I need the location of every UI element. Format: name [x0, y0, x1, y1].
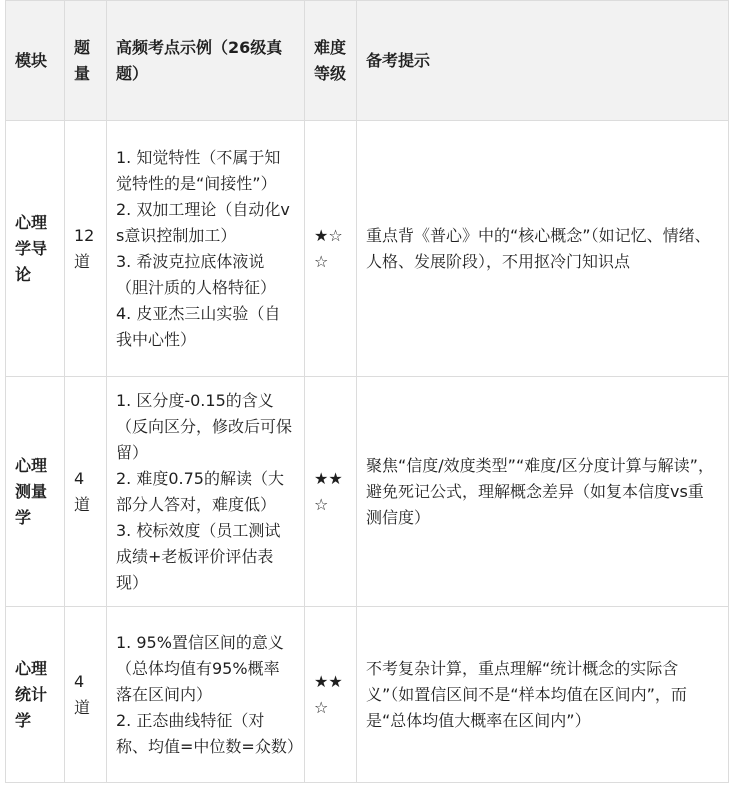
example-item: 2. 难度0.75的解读（大部分人答对，难度低）	[116, 468, 284, 514]
example-item: 1. 区分度-0.15的含义（反向区分，修改后可保留）	[116, 390, 293, 462]
difficulty-stars: ★★☆	[305, 607, 357, 783]
count-cell: 12道	[65, 121, 107, 377]
module-cell: 心理统计学	[6, 607, 65, 783]
module-cell: 心理测量学	[6, 377, 65, 607]
count-cell: 4道	[65, 377, 107, 607]
example-item: 2. 双加工理论（自动化vs意识控制加工）	[116, 199, 290, 245]
examples-cell	[107, 377, 305, 607]
header-count: 题量	[65, 1, 107, 121]
tips-cell: 聚焦“信度/效度类型”“难度/区分度计算与解读”，避免死记公式，理解概念差异（如复本信度vs重测信度）	[357, 377, 729, 607]
tips-cell: 不考复杂计算，重点理解“统计概念的实际含义”（如置信区间不是“样本均值在区间内”，而是“总体均值大概率在区间内”）	[357, 607, 729, 783]
header-difficulty: 难度等级	[305, 1, 357, 121]
difficulty-stars: ★☆☆	[305, 121, 357, 377]
example-item: 1. 95%置信区间的意义（总体均值有95%概率落在区间内）	[116, 632, 284, 704]
header-examples: 高频考点示例（26级真题）	[107, 1, 305, 121]
header-module: 模块	[6, 1, 65, 121]
example-item: 2. 正态曲线特征（对称、均值=中位数=众数）	[116, 710, 303, 756]
example-item: 4. 皮亚杰三山实验（自我中心性）	[116, 303, 281, 349]
table-row	[6, 607, 729, 783]
example-item: 3. 校标效度（员工测试成绩+老板评价评估表现）	[116, 520, 281, 592]
example-item: 3. 希波克拉底体液说（胆汁质的人格特征）	[116, 251, 277, 297]
header-tips: 备考提示	[357, 1, 729, 121]
header-row	[6, 1, 729, 121]
table-row	[6, 121, 729, 377]
example-item: 1. 知觉特性（不属于知觉特性的是“间接性”）	[116, 147, 281, 193]
count-cell: 4道	[65, 607, 107, 783]
module-cell: 心理学导论	[6, 121, 65, 377]
exam-table	[5, 0, 729, 783]
examples-cell	[107, 607, 305, 783]
table-row	[6, 377, 729, 607]
tips-cell: 重点背《普心》中的“核心概念”（如记忆、情绪、人格、发展阶段），不用抠冷门知识点	[357, 121, 729, 377]
examples-cell	[107, 121, 305, 377]
difficulty-stars: ★★☆	[305, 377, 357, 607]
